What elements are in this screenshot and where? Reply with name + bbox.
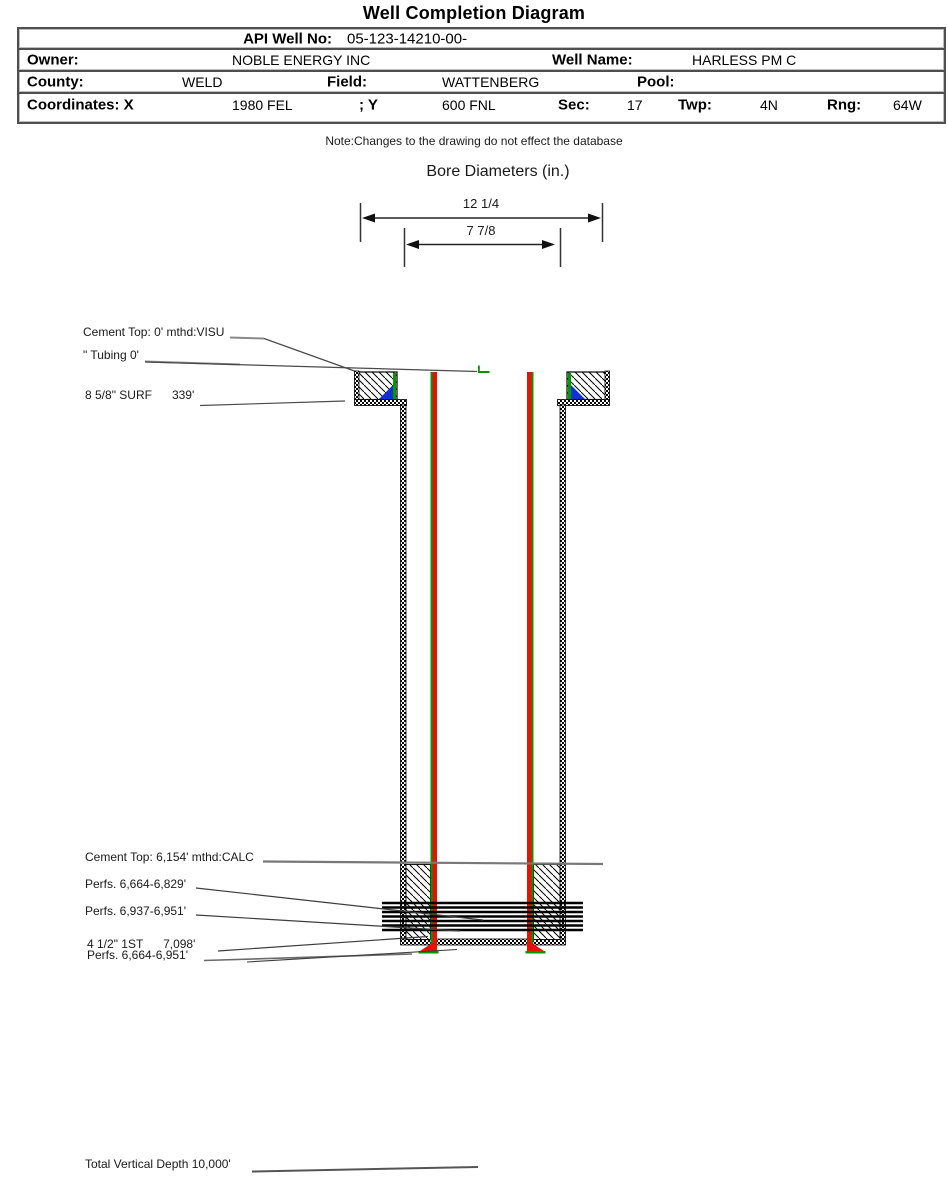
annotation-perfs-upper[interactable]: Perfs. 6,664-6,829' xyxy=(85,877,187,891)
annotation-surface-casing[interactable]: 8 5/8" SURF 339' xyxy=(85,388,195,402)
well-name-label: Well Name: xyxy=(552,51,633,69)
tubing-left[interactable] xyxy=(431,372,438,945)
leader-total-depth xyxy=(252,1167,478,1172)
marker-line xyxy=(393,373,396,399)
database-note: Note:Changes to the drawing do not effect the database xyxy=(325,134,623,148)
casing-edge-texture xyxy=(605,371,610,400)
coordinate-y-value: 600 FNL xyxy=(442,97,496,113)
api-well-no-label: API Well No: xyxy=(243,30,332,48)
wellhead-step-left[interactable] xyxy=(355,400,407,406)
coordinate-x-value: 1980 FEL xyxy=(232,97,293,113)
table-row-divider xyxy=(19,92,944,94)
leader-cement-top-surface xyxy=(230,338,264,339)
annotation-perfs-middle[interactable]: Perfs. 6,937-6,951' xyxy=(85,904,187,918)
casing-left-wall[interactable] xyxy=(401,405,407,940)
twp-label: Twp: xyxy=(678,96,712,114)
wellhead-left-cement-block[interactable] xyxy=(355,371,398,400)
annotation-cement-top-production[interactable]: Cement Top: 6,154' mthd:CALC xyxy=(85,850,254,864)
coordinate-y-label: ; Y xyxy=(359,96,378,114)
well-info-table xyxy=(17,27,946,124)
arrowhead-left-icon xyxy=(362,214,375,223)
outer-bore-dimension-label[interactable]: 12 1/4 xyxy=(462,196,500,211)
api-well-no-value: 05-123-14210-00- xyxy=(347,30,468,48)
leader-production-casing xyxy=(218,937,428,952)
rng-label: Rng: xyxy=(827,96,862,114)
annotation-tubing[interactable]: " Tubing 0' xyxy=(83,348,139,362)
field-value: WATTENBERG xyxy=(442,74,540,90)
owner-value: NOBLE ENERGY INC xyxy=(232,52,371,68)
arrowhead-right-icon xyxy=(542,240,555,249)
sec-value: 17 xyxy=(627,97,643,113)
county-value: WELD xyxy=(182,74,223,90)
leader-surface-casing xyxy=(200,401,345,406)
owner-label: Owner: xyxy=(27,51,79,69)
leader-perfs-overall-a xyxy=(204,954,412,961)
casing-right-wall[interactable] xyxy=(560,405,566,940)
annotation-production-casing[interactable]: 4 1/2" 1ST 7,098' xyxy=(87,937,196,951)
annotation-total-vertical-depth[interactable]: Total Vertical Depth 10,000' xyxy=(85,1157,231,1171)
coordinates-label: Coordinates: X xyxy=(27,96,134,114)
pool-label: Pool: xyxy=(637,73,675,91)
annotation-cement-top-surface[interactable]: Cement Top: 0' mthd:VISU xyxy=(83,325,225,339)
table-row-divider xyxy=(19,70,944,72)
twp-value: 4N xyxy=(760,97,778,113)
tubing-right[interactable] xyxy=(527,372,534,945)
bore-diameters-heading: Bore Diameters (in.) xyxy=(426,163,570,180)
wellhead-right-cement-block[interactable] xyxy=(567,371,610,400)
perforation-band[interactable] xyxy=(382,903,583,930)
arrowhead-right-icon xyxy=(588,214,601,223)
county-label: County: xyxy=(27,73,84,91)
leader-perfs-overall-b xyxy=(247,950,457,963)
sec-label: Sec: xyxy=(558,96,590,114)
wellhead-center-marker xyxy=(478,366,490,374)
arrowhead-left-icon xyxy=(406,240,419,249)
field-label: Field: xyxy=(327,73,367,91)
leader-cement-top-production xyxy=(263,862,603,865)
inner-bore-dimension-label[interactable]: 7 7/8 xyxy=(466,223,496,238)
casing-edge-texture xyxy=(355,371,360,400)
page-title: Well Completion Diagram xyxy=(362,3,586,23)
rng-value: 64W xyxy=(893,97,922,113)
marker-line xyxy=(568,373,571,399)
well-name-value: HARLESS PM C xyxy=(692,52,797,68)
annotation-perfs-overall[interactable]: Perfs. 6,664-6,951' xyxy=(87,948,189,962)
table-row-divider xyxy=(19,48,944,50)
leader-tubing xyxy=(145,362,477,372)
leader-lines-top xyxy=(145,338,477,406)
